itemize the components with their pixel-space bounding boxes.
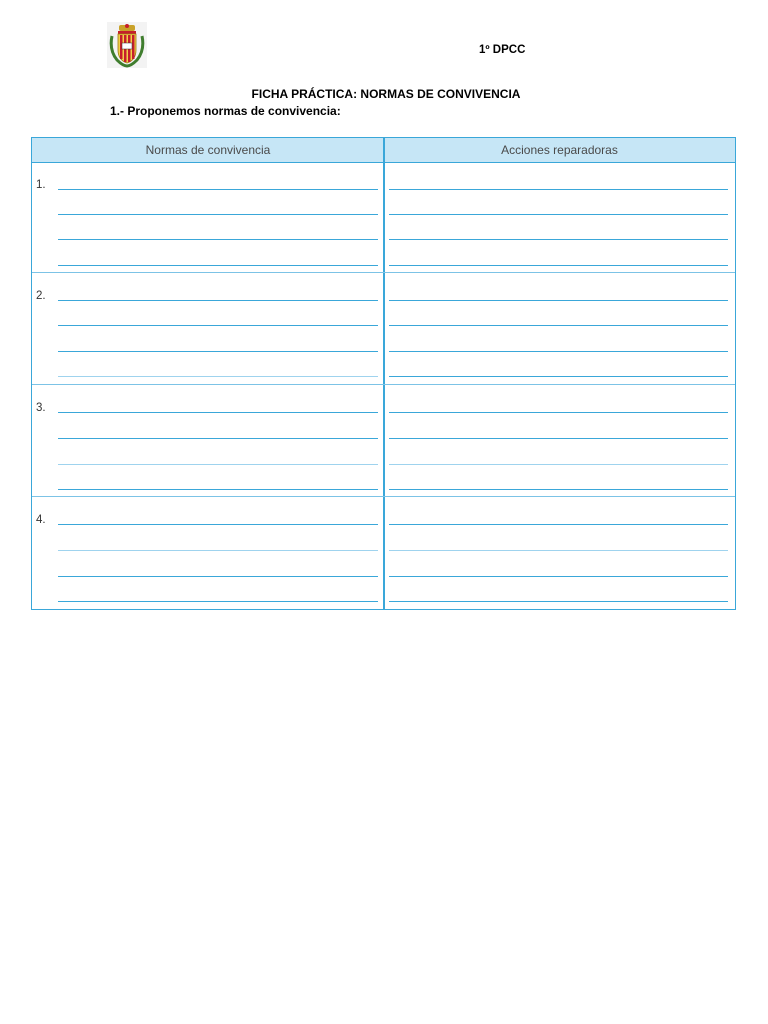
writing-line[interactable] (389, 300, 728, 301)
writing-line[interactable] (58, 576, 378, 577)
norms-table (31, 137, 736, 610)
page-title (0, 87, 768, 101)
writing-line[interactable] (389, 214, 728, 215)
table-row (32, 384, 735, 497)
table-row (32, 496, 735, 609)
course-label: 1º DPCC (479, 44, 526, 56)
writing-line[interactable] (389, 351, 728, 352)
writing-line[interactable] (389, 601, 728, 602)
writing-line[interactable] (58, 524, 378, 525)
writing-line[interactable] (58, 189, 378, 190)
row-number: 2. (36, 290, 46, 302)
school-crest-icon (107, 22, 147, 68)
writing-line[interactable] (389, 376, 728, 377)
writing-line[interactable] (389, 576, 728, 577)
writing-line[interactable] (389, 265, 728, 266)
writing-line[interactable] (389, 550, 728, 551)
column-header-norms: Normas de convivencia (145, 143, 271, 157)
writing-line[interactable] (389, 412, 728, 413)
page-title-text: FICHA PRÁCTICA: NORMAS DE CONVIVENCIA (251, 87, 521, 101)
writing-line[interactable] (58, 351, 378, 352)
table-row (32, 272, 735, 385)
writing-line[interactable] (58, 300, 378, 301)
writing-line[interactable] (389, 464, 728, 465)
section-heading: 1.- Proponemos normas de convivencia: (110, 104, 341, 118)
writing-line[interactable] (389, 438, 728, 439)
row-number: 4. (36, 514, 46, 526)
row-number: 1. (36, 179, 46, 191)
writing-line[interactable] (389, 489, 728, 490)
writing-line[interactable] (58, 464, 378, 465)
writing-line[interactable] (58, 489, 378, 490)
writing-line[interactable] (389, 239, 728, 240)
table-row (32, 162, 735, 272)
writing-line[interactable] (389, 189, 728, 190)
writing-line[interactable] (58, 239, 378, 240)
writing-line[interactable] (58, 550, 378, 551)
writing-line[interactable] (58, 601, 378, 602)
writing-line[interactable] (58, 325, 378, 326)
writing-line[interactable] (58, 214, 378, 215)
writing-line[interactable] (389, 524, 728, 525)
writing-line[interactable] (58, 438, 378, 439)
writing-line[interactable] (58, 265, 378, 266)
writing-line[interactable] (58, 412, 378, 413)
writing-line[interactable] (389, 325, 728, 326)
column-header-actions: Acciones reparadoras (501, 143, 618, 157)
writing-line[interactable] (58, 376, 378, 377)
row-number: 3. (36, 402, 46, 414)
